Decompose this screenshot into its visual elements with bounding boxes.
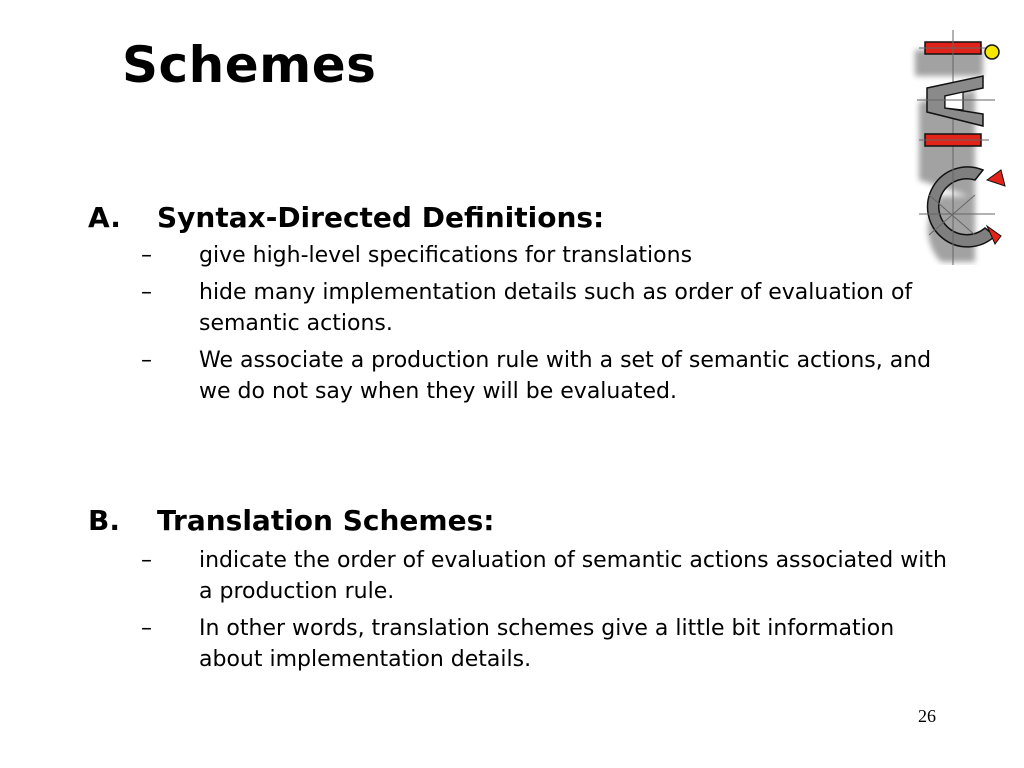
bullet-list <box>88 240 959 407</box>
bullet-list <box>88 545 959 675</box>
bullet-text: give high-level specifications for translations <box>199 243 693 268</box>
list-item <box>88 277 959 339</box>
section-heading-text: Syntax-Directed Definitions: <box>157 201 605 234</box>
section-letter: B. <box>88 504 120 537</box>
bullet-dash: – <box>141 243 152 268</box>
slide-title: Schemes <box>122 36 377 94</box>
list-item <box>88 613 959 675</box>
bullet-dash: – <box>141 548 152 573</box>
logo-dot-shape <box>985 45 999 59</box>
list-item <box>88 345 959 407</box>
section-heading <box>88 198 959 238</box>
section-heading-text: Translation Schemes: <box>157 504 495 537</box>
bullet-text: In other words, translation schemes give a little bit information about implementation details. <box>199 616 895 672</box>
page-number: 26 <box>918 706 936 726</box>
bullet-text: We associate a production rule with a set of semantic actions, and we do not say when they will be evaluated. <box>199 348 932 404</box>
section-letter: A. <box>88 201 121 234</box>
bullet-text: hide many implementation details such as order of evaluation of semantic actions. <box>199 280 913 336</box>
bullet-text: indicate the order of evaluation of semantic actions associated with a production rule. <box>199 548 947 604</box>
section-heading <box>88 501 959 541</box>
bullet-dash: – <box>141 348 152 373</box>
bullet-dash: – <box>141 280 152 305</box>
section-translation-schemes <box>88 501 959 681</box>
bullet-dash: – <box>141 616 152 641</box>
list-item <box>88 545 959 607</box>
list-item <box>88 240 959 271</box>
section-syntax-directed-definitions <box>88 198 959 413</box>
